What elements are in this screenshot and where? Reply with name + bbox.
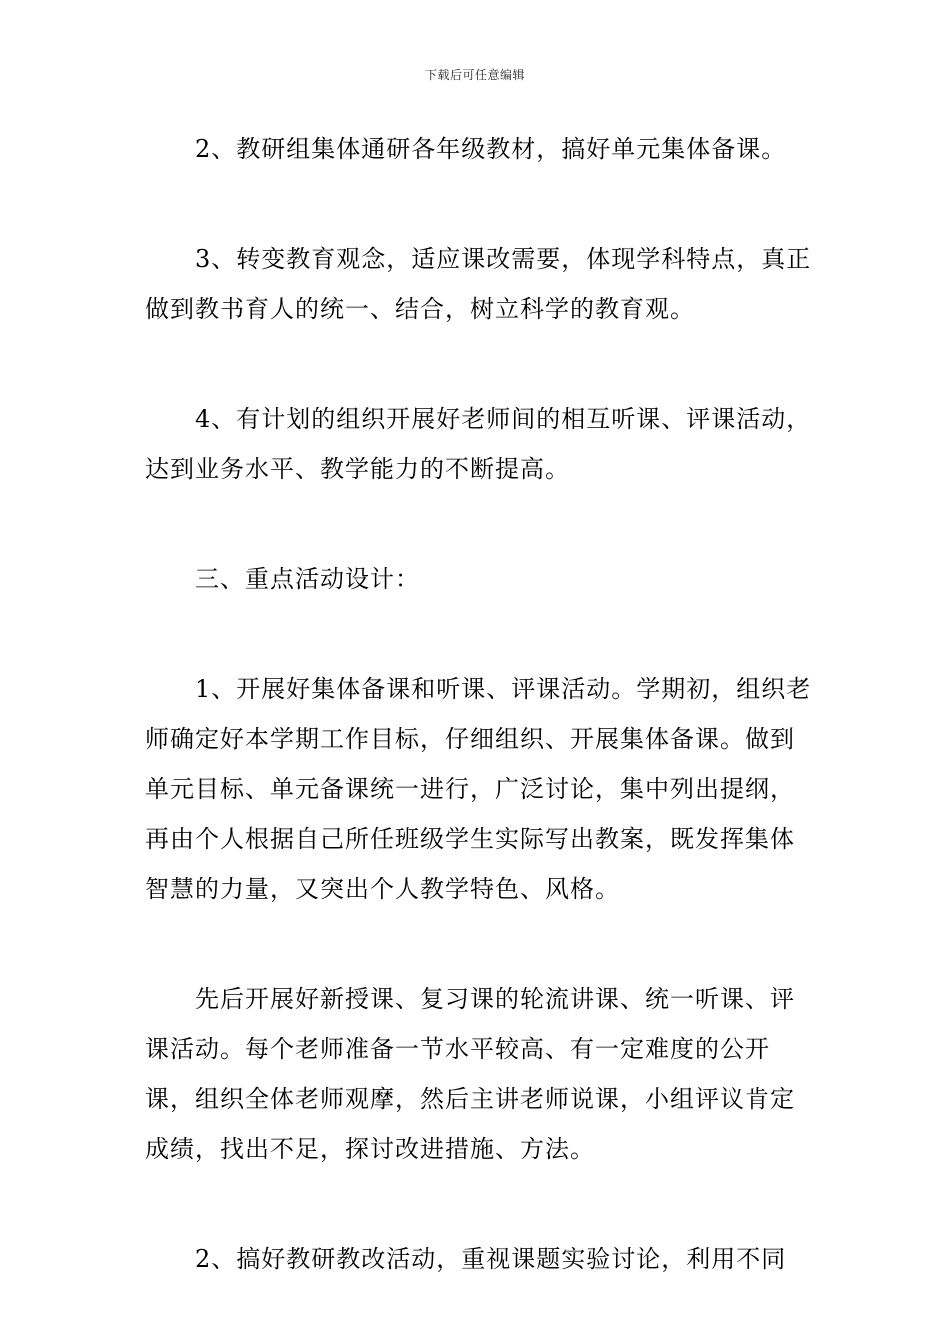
document-body xyxy=(145,124,815,1344)
paragraph: 4、有计划的组织开展好老师间的相互听课、评课活动，达到业务水平、教学能力的不断提高。 xyxy=(145,405,812,483)
paragraph: 先后开展好新授课、复习课的轮流讲课、统一听课、评课活动。每个老师准备一节水平较高、有一定难度的公开课，组织全体老师观摩，然后主讲老师说课，小组评议肯定成绩，找出不足，探讨改进措施、方法。 xyxy=(145,985,795,1163)
section-heading: 三、重点活动设计： xyxy=(195,565,420,593)
paragraph: 3、转变教育观念，适应课改需要，体现学科特点，真正做到教书育人的统一、结合，树立科学的教育观。 xyxy=(145,245,812,323)
paragraph: 1、开展好集体备课和听课、评课活动。学期初，组织老师确定好本学期工作目标，仔细组织、开展集体备课。做到单元目标、单元备课统一进行，广泛讨论，集中列出提纲，再由个人根据自己所任班级学生实际写出教案，既发挥集体智慧的力量，又突出个人教学特色、风格。 xyxy=(145,675,812,903)
paragraph: 2、搞好教研教改活动，重视课题实验讨论，利用不同 xyxy=(195,1245,787,1273)
header-note: 下载后可任意编辑 xyxy=(424,68,525,82)
paragraph: 2、教研组集体通研各年级教材，搞好单元集体备课。 xyxy=(195,135,787,163)
